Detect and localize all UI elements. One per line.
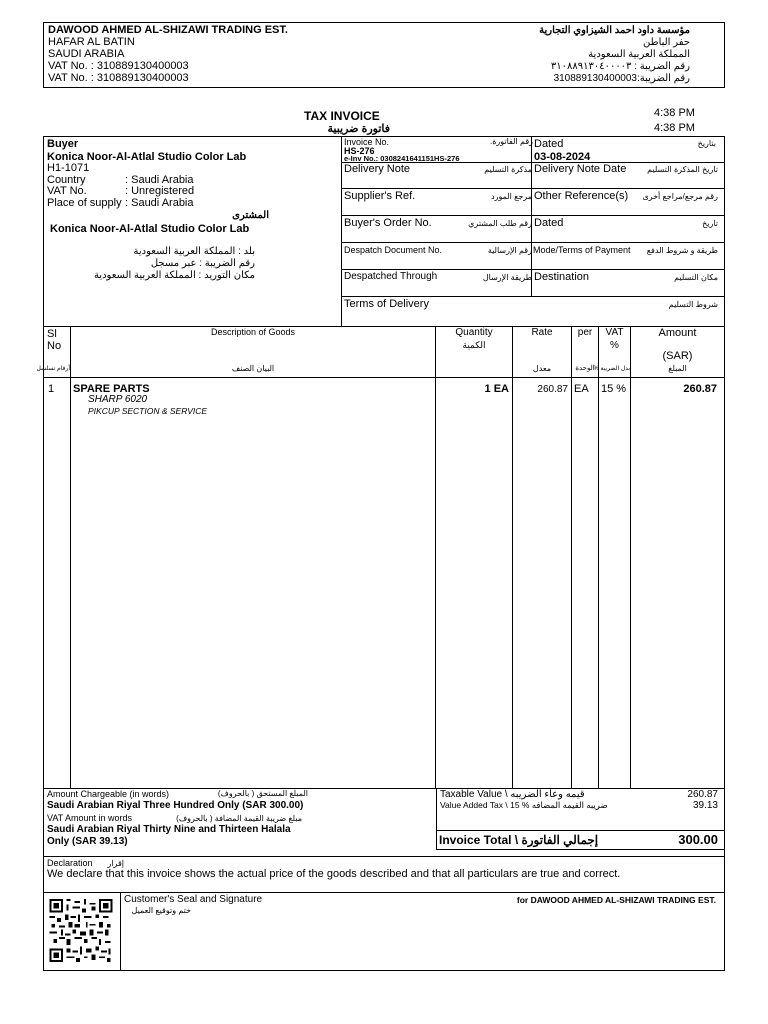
seal-label: Customer's Seal and Signature <box>124 894 263 905</box>
seller-vat-2: VAT No. : 310889130400003 <box>48 72 189 84</box>
destination-label-ar: مكان التسليم <box>674 273 718 282</box>
row-item-note: PIKCUP SECTION & SERVICE <box>88 406 208 416</box>
seller-name-ar: مؤسسة داود احمد الشيزاوي التجارية <box>539 25 690 36</box>
mode-terms-label: Mode/Terms of Payment <box>533 245 631 255</box>
declaration-text: We declare that this invoice shows the actual price of the goods described and that all particulars are true and correct. <box>47 868 621 880</box>
col-vat-ar: بدل الضريبة % <box>593 366 630 372</box>
invoice-meta <box>342 137 724 327</box>
row-amount: 260.87 <box>683 383 717 395</box>
buyer-place-ar: مكان التوريد : المملكة العربية السعودية <box>93 270 255 281</box>
invoice-no: HS-276 <box>344 146 375 156</box>
amount-words: Saudi Arabian Riyal Three Hundred Only (SAR 300.00) <box>47 800 304 811</box>
col-per: per <box>577 327 593 338</box>
declaration-label-ar: إقرار <box>107 859 124 868</box>
order-dated-label-ar: تاريخ <box>702 219 718 228</box>
buyer-name: Konica Noor-Al-Atlal Studio Color Lab <box>47 151 247 163</box>
seller-city-ar: حفر الباطن <box>643 37 690 48</box>
col-rate-ar: معدل <box>532 364 552 373</box>
delivery-note-date-label-ar: تاريخ المذكرة التسليم <box>647 165 718 174</box>
invoice-date: 03-08-2024 <box>534 151 591 163</box>
declaration-label: Declaration <box>47 858 93 868</box>
totals-block <box>44 789 724 856</box>
buyer-block <box>44 137 341 327</box>
despatched-through-label: Despatched Through <box>344 271 438 282</box>
buyer-vat-value: : Unregistered <box>125 185 195 197</box>
invoice-no-label: Invoice No. <box>344 137 390 147</box>
taxable-value: 260.87 <box>687 789 718 800</box>
buyer-heading-ar: المشترى <box>232 210 269 221</box>
taxable-value-label: Taxable Value \ قيمه وعاء الضريبه <box>440 789 585 800</box>
declaration-block <box>44 857 724 892</box>
delivery-note-label: Delivery Note <box>344 163 411 175</box>
buyer-heading: Buyer <box>47 138 79 150</box>
col-sl: Sl <box>47 328 57 340</box>
delivery-note-label-ar: مذكرة التسليم <box>484 165 532 174</box>
invoice-no-label-ar: رقم الفاتورة. <box>489 137 533 146</box>
buyer-vat-label: VAT No. <box>47 185 87 197</box>
suppliers-ref-label-ar: مرجع المورد <box>491 192 532 201</box>
col-sl-ar: أرقام تسلسل <box>36 366 70 372</box>
seller-country-ar: المملكة العربية السعودية <box>588 49 690 60</box>
invoice-total: 300.00 <box>678 832 718 847</box>
buyer-code: H1-1071 <box>47 162 90 174</box>
for-company-line: for DAWOOD AHMED AL-SHIZAWI TRADING EST. <box>516 895 716 905</box>
table-row <box>44 378 724 438</box>
despatched-through-label-ar: طريقة الإرسال <box>482 273 532 282</box>
print-time-2: 4:38 PM <box>654 122 695 134</box>
col-description-ar: البيان الصنف <box>231 364 275 373</box>
vat-words-line-2: Only (SAR 39.13) <box>47 836 128 847</box>
despatch-doc-label: Despatch Document No. <box>344 245 443 255</box>
buyer-country-label: Country <box>47 174 86 186</box>
dated-label: Dated <box>534 138 564 150</box>
seller-country: SAUDI ARABIA <box>48 48 125 60</box>
row-qty: 1 EA <box>484 383 509 395</box>
vat-words-label: VAT Amount in words <box>47 813 133 823</box>
row-rate: 260.87 <box>537 384 568 395</box>
dated-label-ar: بتاريخ <box>697 139 716 148</box>
mode-terms-label-ar: طريقة و شروط الدفع <box>646 246 718 255</box>
invoice-header <box>0 0 768 135</box>
vat-words-label-ar: مبلغ ضريبة القيمة المضافة ( بالحروف) <box>176 814 302 823</box>
col-vat-pct: % <box>610 340 619 351</box>
seller-name: DAWOOD AHMED AL-SHIZAWI TRADING EST. <box>48 24 288 36</box>
vat-value-label: Value Added Tax \ 15 % ضريبه القيمه المضافه <box>440 800 608 810</box>
destination-label: Destination <box>534 271 590 283</box>
buyer-vat-ar: رقم الضريبة : عبر مسجل <box>150 258 255 269</box>
qr-code-icon <box>48 899 114 962</box>
col-quantity-ar: الكمية <box>462 340 486 350</box>
row-sl: 1 <box>48 383 55 395</box>
seller-vat-ar-1: رقم الضريبة : ٣١٠٨٨٩١٣٠٤٠٠٠٠٣ <box>550 61 690 72</box>
col-per-ar: الوحدة <box>575 365 595 372</box>
amount-words-label-ar: المبلغ المستحق ( بالحروف) <box>217 789 308 798</box>
col-amount-ar: المبلغ <box>668 364 687 373</box>
col-sar: (SAR) <box>662 350 693 362</box>
seal-block <box>121 893 724 970</box>
buyer-place-value: : Saudi Arabia <box>125 197 194 209</box>
terms-delivery-label-ar: شروط التسليم <box>668 300 718 309</box>
col-rate: Rate <box>531 327 553 338</box>
suppliers-ref-label: Supplier's Ref. <box>344 190 416 202</box>
col-vat: VAT <box>605 327 624 338</box>
col-description: Description of Goods <box>210 327 296 337</box>
amount-words-label: Amount Chargeable (in words) <box>47 789 170 799</box>
qr-code <box>48 899 114 962</box>
delivery-note-date-label: Delivery Note Date <box>534 163 627 175</box>
invoice-title-ar: فاتورة ضريبية <box>327 123 390 135</box>
col-amount: Amount <box>658 327 697 339</box>
col-quantity: Quantity <box>455 327 493 338</box>
order-dated-label: Dated <box>534 217 564 229</box>
other-refs-label: Other Reference(s) <box>534 190 629 202</box>
row-per: EA <box>574 383 589 395</box>
other-refs-label-ar: رقم مرجع/مراجع أخرى <box>642 192 718 201</box>
vat-value: 39.13 <box>692 800 718 811</box>
col-no: No <box>47 340 62 352</box>
row-item-name: SPARE PARTS <box>73 383 150 395</box>
invoice-title: TAX INVOICE <box>304 109 380 123</box>
buyers-order-label: Buyer's Order No. <box>344 217 432 229</box>
print-time-1: 4:38 PM <box>654 107 695 119</box>
e-invoice-no: e-Inv No.: 0308241641151HS-276 <box>344 154 460 163</box>
items-table-header <box>36 327 724 377</box>
row-item-model: SHARP 6020 <box>88 394 148 405</box>
buyer-place-label: Place of supply <box>47 197 122 209</box>
seller-vat-ar-2: رقم الضريبة:310889130400003 <box>553 73 690 84</box>
vat-words-line-1: Saudi Arabian Riyal Thirty Nine and Thirteen Halala <box>47 824 291 835</box>
buyer-country-value: : Saudi Arabia <box>125 174 194 186</box>
seller-vat-1: VAT No. : 310889130400003 <box>48 60 189 72</box>
buyer-name-2: Konica Noor-Al-Atlal Studio Color Lab <box>50 223 250 235</box>
buyers-order-label-ar: رقم طلب المشتري <box>468 219 532 228</box>
terms-delivery-label: Terms of Delivery <box>344 298 429 310</box>
row-vat: 15 % <box>601 383 627 395</box>
buyer-country-ar: بلد : المملكة العربية السعودية <box>133 246 255 257</box>
seller-city: HAFAR AL BATIN <box>48 36 135 48</box>
despatch-doc-label-ar: رقم الإرسالية <box>487 246 532 255</box>
seal-label-ar: ختم وتوقيع العميل <box>131 906 191 915</box>
invoice-total-label: Invoice Total \ إجمالي الفاتورة <box>439 833 599 847</box>
